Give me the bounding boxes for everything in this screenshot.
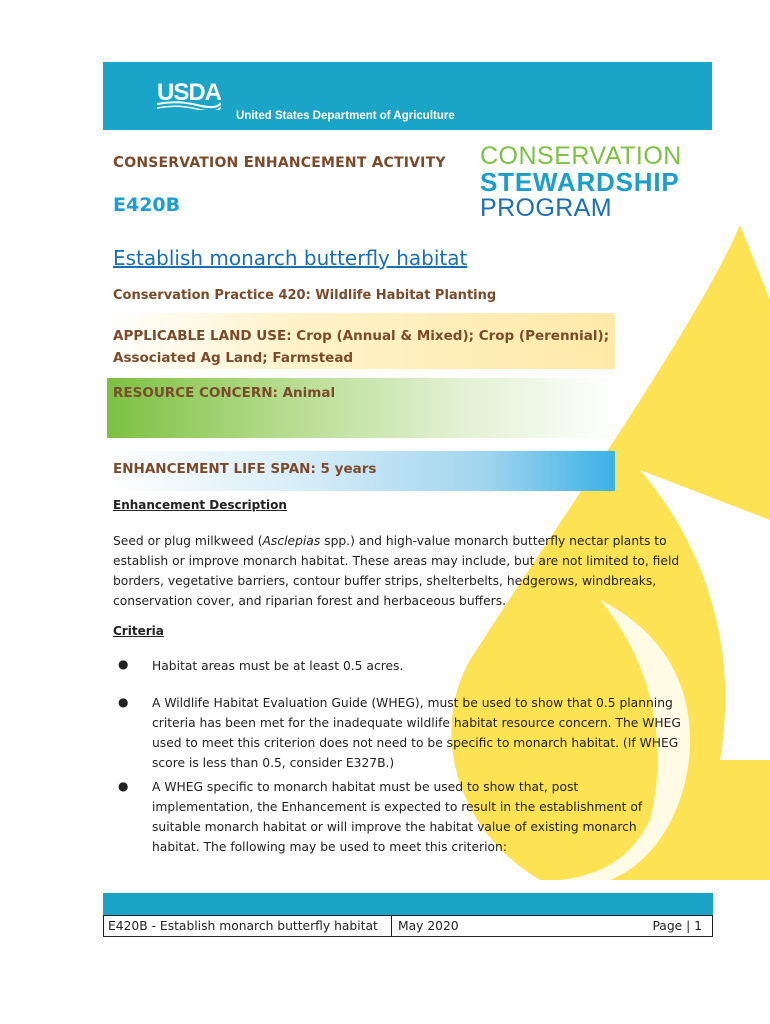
usda-logo-text: USDA [157, 79, 221, 106]
agency-name: United States Department of Agriculture [236, 110, 455, 122]
footer-date: May 2020 [398, 919, 459, 933]
bullet-icon: ● [118, 695, 129, 709]
bullet-icon: ● [118, 657, 129, 671]
life-span-text: ENHANCEMENT LIFE SPAN: 5 years [113, 461, 377, 477]
footer-page-number: Page | 1 [652, 919, 702, 933]
csp-logo-line2: STEWARDSHIP [480, 167, 680, 197]
resource-concern-text: RESOURCE CONCERN: Animal [113, 385, 336, 401]
csp-logo-line3: PROGRAM [480, 194, 612, 222]
criteria-item: A WHEG specific to monarch habitat must be used to show that, post implementation, the Enhancement is expected to result in the establishment of suitable monarch habitat or will improve the habitat value of existing monarch habitat. The following may be used to meet this criterion: [152, 780, 643, 854]
criteria-heading: Criteria [113, 624, 164, 638]
csp-logo-line1: CONSERVATION [480, 142, 682, 170]
usda-logo-icon [157, 78, 221, 110]
footer-document-name: E420B - Establish monarch butterfly habitat [104, 916, 392, 936]
description-heading: Enhancement Description [113, 498, 287, 512]
page-title: Establish monarch butterfly habitat [113, 246, 468, 270]
footer-bar [103, 893, 713, 915]
description-text: Seed or plug milkweed (Asclepias spp.) and high-value monarch butterfly nectar plants to establish or improve monarch habitat. These areas may include, but are not limited to, field borders, vegetative barriers, contour buffer strips, shelterbelts, hedgerows, windbreaks, conservation cover, and riparian forest and herbaceous buffers. [113, 534, 680, 608]
activity-label: CONSERVATION ENHANCEMENT ACTIVITY [113, 153, 446, 171]
bullet-icon: ● [118, 779, 129, 793]
criteria-item: Habitat areas must be at least 0.5 acres. [152, 659, 404, 673]
criteria-item: A Wildlife Habitat Evaluation Guide (WHEG), must be used to show that 0.5 planning criteria has been met for the inadequate wildlife habitat resource concern. The WHEG used to meet this criterion does not need to be specific to monarch habitat. (If WHEG score is less than 0.5, consider E327B.) [152, 696, 681, 770]
footer [103, 915, 713, 937]
land-use-text: APPLICABLE LAND USE: Crop (Annual & Mixed); Crop (Perennial); Associated Ag Land; Farmstead [113, 328, 610, 366]
csp-logo [480, 143, 682, 221]
enhancement-code: E420B [113, 194, 181, 216]
practice-subtitle: Conservation Practice 420: Wildlife Habitat Planting [113, 288, 497, 303]
